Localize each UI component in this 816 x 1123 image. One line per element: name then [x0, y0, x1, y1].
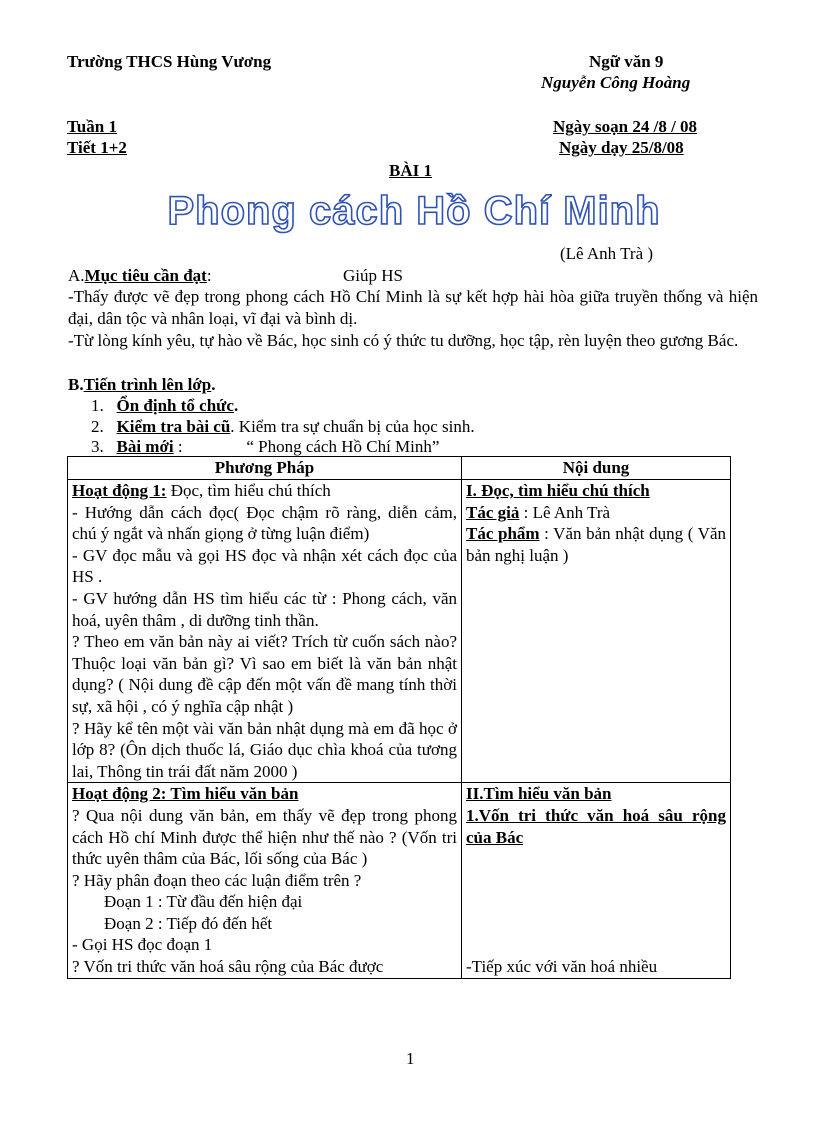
lesson-author: (Lê Anh Trà ) [560, 244, 654, 263]
method-line: ? Vốn tri thức văn hoá sâu rộng của Bác được [72, 957, 384, 977]
date-prepared: Ngày soạn 24 /8 / 08 [553, 117, 698, 136]
method-line: ? Hãy phân đoạn theo các luận điểm trên ? [72, 870, 362, 890]
activity-2-title: Hoạt động 2: Tìm hiểu văn bản [72, 784, 299, 804]
method-line: - GV hướng dẫn HS tìm hiểu các từ : Phong cách, văn hoá, uyên thâm , di dưỡng tinh thần. [72, 588, 457, 630]
part-line: Đoạn 2 : Tiếp đó đến hết [104, 913, 273, 933]
content-cell-1 [462, 480, 731, 783]
lesson-title-art [0, 188, 816, 238]
page-number: 1 [406, 1049, 415, 1068]
author-line: Tác giả : Lê Anh Trà [466, 502, 611, 522]
method-cell-1 [68, 480, 462, 783]
lesson-label: BÀI 1 [389, 161, 432, 180]
process-step-3: 3. Bài mới : “ Phong cách Hồ Chí Minh” [91, 437, 440, 456]
teacher-name: Nguyễn Công Hoàng [541, 73, 691, 92]
method-line: ? Qua nội dung văn bản, em thấy vẽ đẹp trong phong cách Hồ chí Minh được thể hiện như thế nào ? (Vốn tri thức uyên thâm của Bác, lối sống của Bác ) [72, 805, 457, 869]
table-row [68, 480, 731, 783]
method-line: - GV đọc mẫu và gọi HS đọc và nhận xét cách đọc của HS . [72, 545, 457, 587]
process-step-1: 1. Ổn định tổ chức. [91, 396, 239, 415]
header-method: Phương Pháp [68, 457, 462, 480]
header-content: Nội dung [462, 457, 731, 480]
work-line: Tác phẩm : Văn bản nhật dụng ( Văn bản nghị luận ) [466, 524, 726, 565]
lesson-title: Phong cách Hồ Chí Minh [167, 189, 661, 233]
subject-name: Ngữ văn 9 [589, 52, 664, 71]
school-name: Trường THCS Hùng Vương [67, 52, 272, 71]
method-line: - Hướng dẫn cách đọc( Đọc chậm rõ ràng, diễn cảm, chú ý ngắt và nhấn giọng ở từng luận điểm) [72, 502, 457, 544]
method-line: ? Hãy kể tên một vài văn bản nhật dụng mà em đã học ở lớp 8? (Ôn dịch thuốc lá, Giáo dục chìa khoá của tương lai, Thông tin trái đất năm 2000 ) [72, 718, 457, 781]
content-last-line: -Tiếp xúc với văn hoá nhiều [466, 957, 658, 977]
date-taught: Ngày dạy 25/8/08 [559, 138, 684, 157]
method-line: - Gọi HS đọc đoạn 1 [72, 935, 213, 955]
period-label: Tiết 1+2 [67, 138, 127, 157]
table-header-row [68, 457, 731, 480]
content-cell-2 [462, 783, 731, 978]
week-label: Tuần 1 [67, 117, 117, 136]
lesson-table [67, 456, 731, 979]
process-heading: B.Tiến trình lên lớp. [68, 375, 216, 394]
objective-item-2: -Từ lòng kính yêu, tự hào về Bác, học sinh có ý thức tu dưỡng, học tập, rèn luyện theo gương Bác. [68, 331, 739, 350]
section-2-title: II.Tìm hiểu văn bản [466, 784, 612, 804]
method-cell-2 [68, 783, 462, 978]
section-2-subtitle: 1.Vốn tri thức văn hoá sâu rộng của Bác [466, 805, 726, 847]
table-row [68, 783, 731, 978]
section-1-title: I. Đọc, tìm hiểu chú thích [466, 481, 650, 500]
objective-item-1: -Thấy được vẽ đẹp trong phong cách Hồ Chí Minh là sự kết hợp hài hòa giữa truyền thống và hiện đại, dân tộc và nhân loại, vĩ đại và bình dị. [68, 287, 758, 328]
method-line: ? Theo em văn bản này ai viết? Trích từ cuốn sách nào? Thuộc loại văn bản gì? Vì sao em biết là văn bản nhật dụng? ( Nội dung đề cập đến một vấn đề mang tính thời sự, xã hội , có ý nghĩa cập nhật ) [72, 632, 457, 716]
objectives-heading: A.Mục tiêu cần đạt: [68, 266, 212, 285]
objectives-intro: Giúp HS [343, 266, 403, 285]
part-line: Đoạn 1 : Từ đầu đến hiện đại [104, 892, 303, 912]
activity-1-title: Hoạt động 1: Đọc, tìm hiểu chú thích [72, 481, 331, 500]
process-step-2: 2. Kiểm tra bài cũ. Kiểm tra sự chuẩn bị của học sinh. [91, 417, 475, 436]
